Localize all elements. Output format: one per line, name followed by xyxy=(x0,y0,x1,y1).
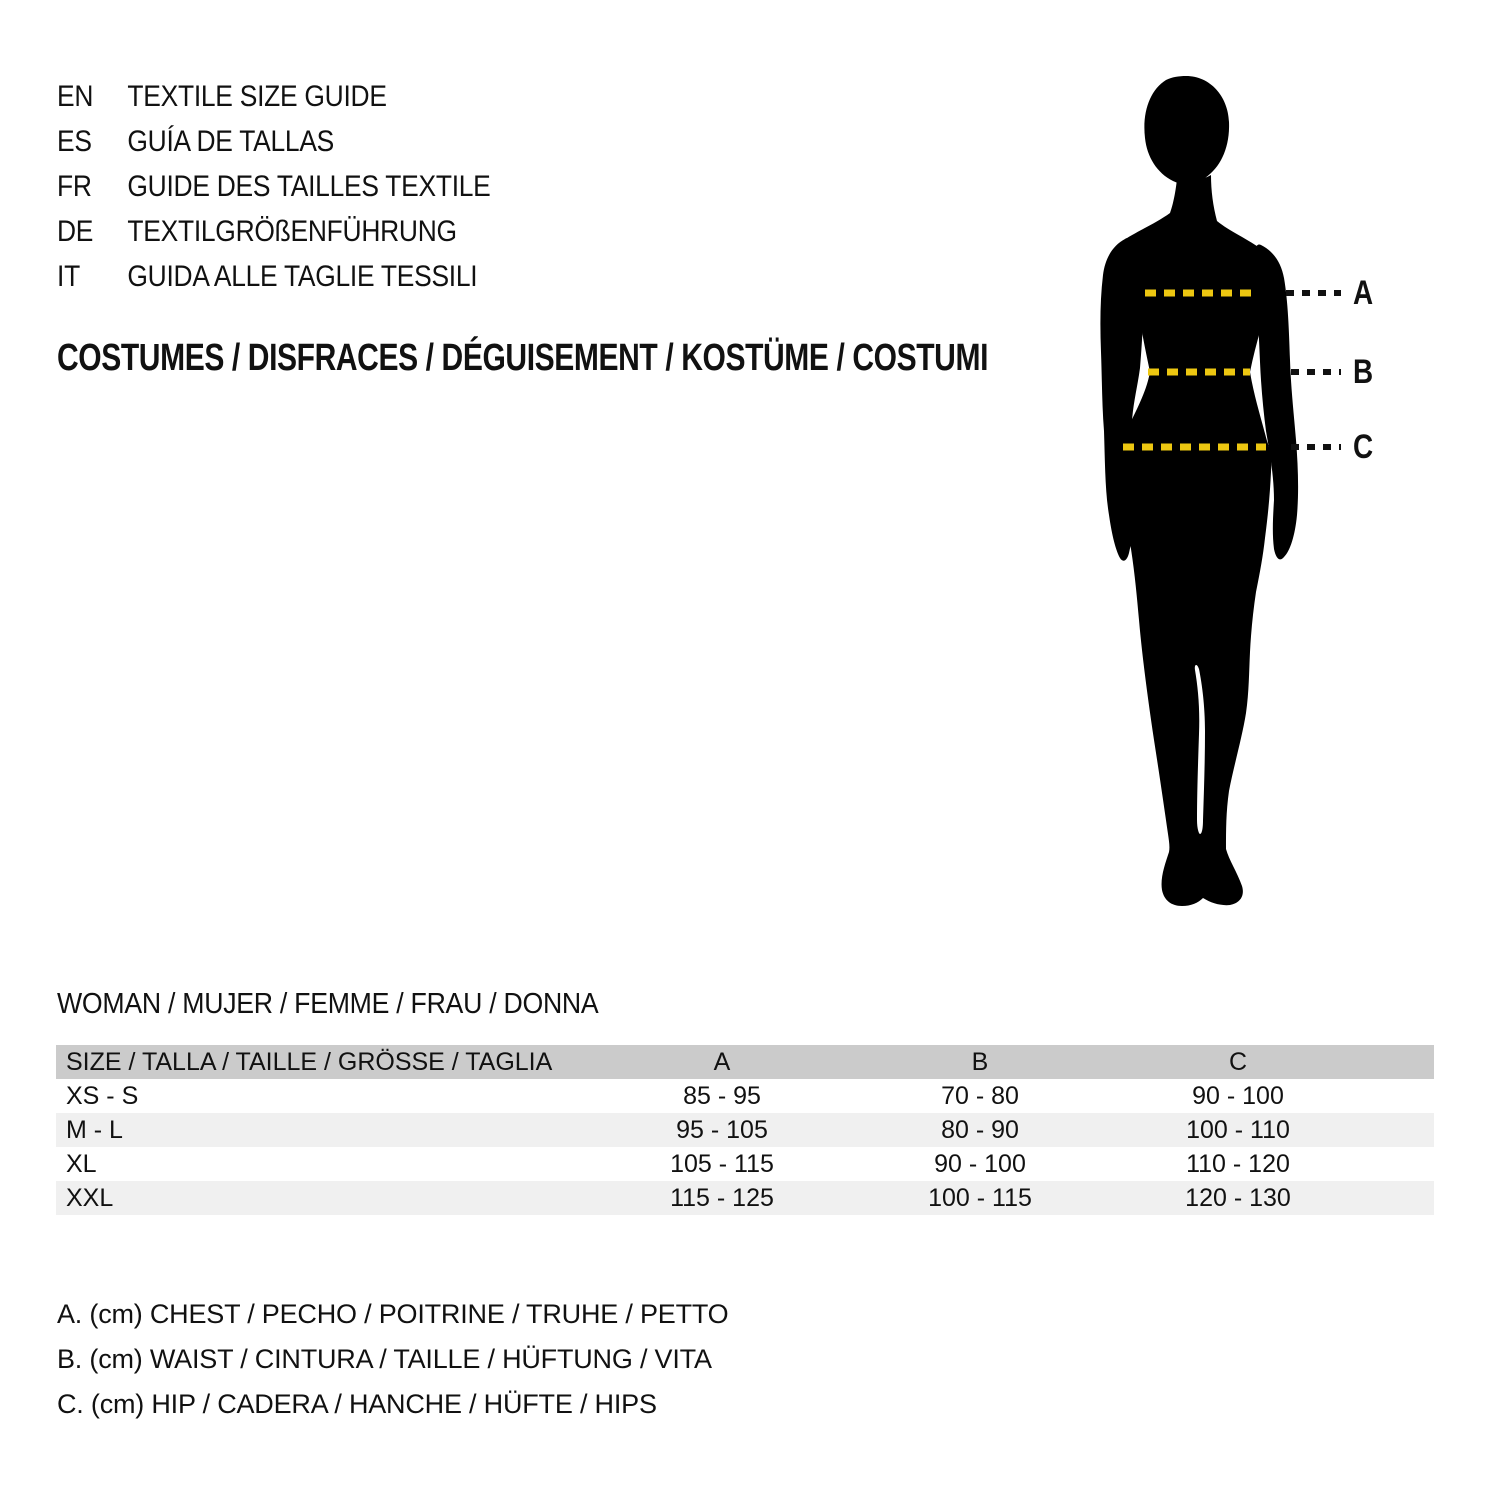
language-code: IT xyxy=(57,259,80,293)
language-title: TEXTILE SIZE GUIDE xyxy=(127,79,387,113)
chest-range-cell: 85 - 95 xyxy=(683,1081,761,1110)
language-title: GUÍA DE TALLAS xyxy=(127,124,335,158)
legend-line-hip: C. (cm) HIP / CADERA / HANCHE / HÜFTE / HIPS xyxy=(57,1389,657,1419)
waist-range-cell: 70 - 80 xyxy=(941,1081,1019,1110)
language-row-de xyxy=(57,209,491,254)
language-row-fr xyxy=(57,164,491,209)
table-row-xxl xyxy=(56,1181,1434,1215)
marker-label-b: B xyxy=(1353,353,1374,391)
size-cell: M - L xyxy=(66,1115,123,1144)
size-cell: XXL xyxy=(66,1183,114,1212)
language-code: ES xyxy=(57,124,92,158)
hip-range-cell: 110 - 120 xyxy=(1186,1149,1290,1178)
marker-label-a: A xyxy=(1353,274,1374,312)
language-row-es xyxy=(57,119,491,164)
hip-range-cell: 120 - 130 xyxy=(1185,1183,1291,1212)
waist-range-cell: 90 - 100 xyxy=(934,1149,1026,1178)
size-table-header-row xyxy=(56,1045,1434,1079)
waist-range-cell: 80 - 90 xyxy=(941,1115,1019,1144)
chest-range-cell: 105 - 115 xyxy=(670,1149,774,1178)
legend-line-waist: B. (cm) WAIST / CINTURA / TAILLE / HÜFTUNG / VITA xyxy=(57,1344,712,1374)
size-table xyxy=(56,1045,1434,1215)
size-column-header: SIZE / TALLA / TAILLE / GRÖSSE / TAGLIA xyxy=(66,1047,553,1076)
table-row-xs-s xyxy=(56,1079,1434,1113)
language-code: FR xyxy=(57,169,92,203)
language-row-en xyxy=(57,74,491,119)
legend-line-chest: A. (cm) CHEST / PECHO / POITRINE / TRUHE / PETTO xyxy=(57,1299,729,1329)
marker-label-c: C xyxy=(1353,428,1374,466)
column-header-c: C xyxy=(1228,1047,1248,1076)
language-code: EN xyxy=(57,79,94,113)
section-heading-woman: WOMAN / MUJER / FEMME / FRAU / DONNA xyxy=(57,988,599,1020)
hip-range-cell: 90 - 100 xyxy=(1192,1081,1284,1110)
woman-silhouette-figure xyxy=(1050,65,1370,925)
chest-range-cell: 115 - 125 xyxy=(670,1183,774,1212)
hip-range-cell: 100 - 110 xyxy=(1186,1115,1290,1144)
size-cell: XS - S xyxy=(66,1081,139,1110)
language-row-it xyxy=(57,254,491,299)
language-title: GUIDA ALLE TAGLIE TESSILI xyxy=(127,259,478,293)
measurement-legend xyxy=(57,1292,728,1427)
table-row-xl xyxy=(56,1147,1434,1181)
chest-range-cell: 95 - 105 xyxy=(676,1115,768,1144)
table-row-m-l xyxy=(56,1113,1434,1147)
language-code: DE xyxy=(57,214,94,248)
column-header-b: B xyxy=(971,1047,989,1076)
language-title: GUIDE DES TAILLES TEXTILE xyxy=(127,169,491,203)
language-list xyxy=(57,74,491,299)
size-cell: XL xyxy=(66,1149,97,1178)
waist-range-cell: 100 - 115 xyxy=(928,1183,1032,1212)
language-title: TEXTILGRÖßENFÜHRUNG xyxy=(127,214,457,248)
category-heading: COSTUMES / DISFRACES / DÉGUISEMENT / KOSTÜME / COSTUMI xyxy=(57,337,989,379)
woman-silhouette-head-icon xyxy=(1144,76,1229,184)
column-header-a: A xyxy=(713,1047,731,1076)
